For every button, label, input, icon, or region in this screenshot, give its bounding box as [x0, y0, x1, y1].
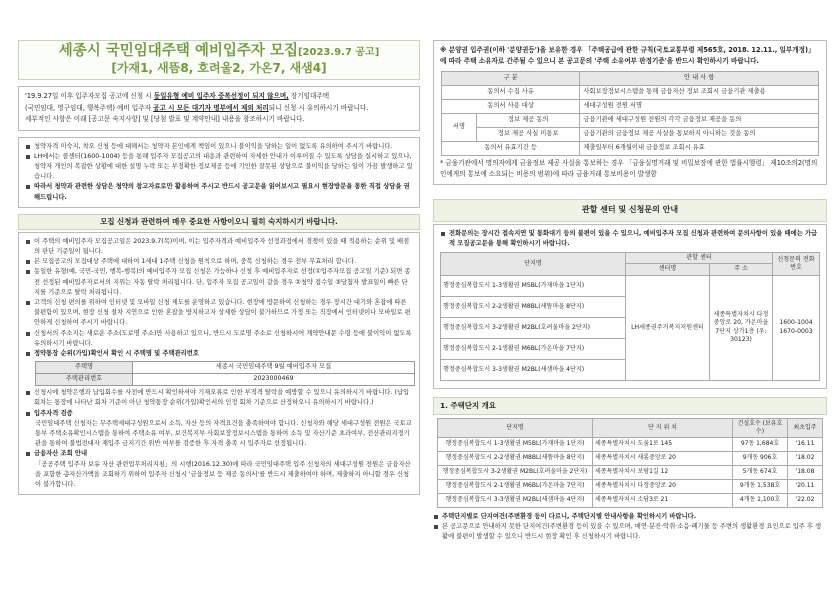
supply-date: '18.02: [788, 451, 823, 465]
right-column: [433, 0, 827, 542]
supply-units: 97동 1,684호: [733, 437, 788, 451]
supply-date: '16.11: [788, 437, 823, 451]
supply-location: 세종특별자치시 도움1로 145: [593, 437, 733, 451]
page-subtitle: [가재1, 새뜸8, 호려울2, 가온7, 새샘4]: [111, 61, 327, 75]
supply-name: 행정중심복합도시 2-2생활권 M8BL(새뜸마을 8단지): [438, 451, 593, 465]
guide-subcategory: 정보 제공 사실 미통보: [477, 128, 580, 142]
guide-category: 동의서 유효기간 등: [442, 142, 580, 156]
caution-box: [18, 137, 420, 208]
guide-text: 금융기관에 세대구성원 전원의 각각 금융정보 제공을 동의: [580, 114, 819, 128]
guide-subcategory: 정보 제공 동의: [477, 114, 580, 128]
title-box: [18, 40, 420, 80]
house-name-label: 주택명: [36, 362, 133, 374]
supply-date: '20.11: [788, 479, 823, 493]
contact-address: 세종특별자치시 다정중앙로 20, 가온마을7단지 상가1층 (우: 30123): [710, 275, 773, 380]
intro-line-3: 세부적인 사항은 이래 [공고문 숙지사항] 및 [당첨 발표 및 계약안내] 내용을 참조하시기 바랍니다.: [25, 115, 305, 123]
guide-header-category: 구 분: [442, 72, 580, 86]
supply-name: 행정중심복합도시 3-2생활권 M2BL(호려울마을 2단지): [438, 465, 593, 479]
notice-item: 본 모집공고의 모집대상 주택에 대하여 1세대 1주택 신청을 원칙으로 하며, 중복 신청하는 경우 전부 무효처리 합니다.: [25, 257, 413, 267]
guide-header-content: 안 내 사 항: [580, 72, 819, 86]
supply-date: '18.08: [788, 465, 823, 479]
contact-complex: 행정중심복합도시 3-3생활권 M2BL(새샘마을 4단지): [441, 359, 626, 380]
consent-guide-table: [441, 71, 819, 156]
contact-complex: 행정중심복합도시 1-3생활권 M5BL(가재마을 1단지): [441, 275, 626, 296]
contact-complex: 행정중심복합도시 2-2생활권 M8BL(새뜸마을 8단지): [441, 296, 626, 317]
caution-item: 청약자격 미숙지, 착오 신청 등에 대해서는 청약자 본인에게 책임이 있으니 불이익을 당하는 일이 없도록 유의하여 주시기 바랍니다.: [25, 142, 413, 152]
presale-notice-text: ※ 분양권 입주권(이하 '분양권등')을 보유한 경우 「주택공급에 관한 규칙(국토교통부령 제565호, 2018. 12.11., 일부개정)」에 따라 주택 소유자로 간주될 수 있으니 본 공고문의 '주택 소유여부 판정기준'을 반드시 확인하시기 바랍니다.: [440, 46, 815, 65]
guide-category: 서명: [442, 114, 477, 142]
notice-item: 정약통장 순위(가입)확인서 확인 시 주택명 및 주택관리번호: [25, 349, 413, 359]
guide-text: 세대구성원 전원 서명: [580, 100, 819, 114]
caution-item: 따라서 청약과 관련한 상담은 청약의 참고자료로만 활용하여 주시고 반드시 공고문을 읽어보시고 필요시 현장방문을 통한 직접 상담을 권해드립니다.: [25, 182, 413, 202]
finance-text: 「공공주택 입주자 보유 자산 관련업무처리지침」의 시행(2016.12.30)에 따라 국민임대주택 입주 신청자의 세대구성원 전원은 금융자산을 포함한 총자산가액을 조회하기 위하여 입주자 신청시 '금융정보 등 제공 동의서'를 반드시 제출하여야 하며, 제출하지 아니할 경우 신청이 불가합니다.: [35, 460, 411, 488]
supply-table: [437, 418, 823, 508]
guide-category: 동의서 수집 사유: [442, 86, 580, 100]
contact-header-center-name: 센터명: [626, 264, 710, 275]
important-notice-box: [18, 232, 420, 495]
notice-item: 신청서의 주소지는 새로운 주소(도로명 주소)만 사용하고 있으니, 반드시 도로명 주소로 신청하시어 계약안내문 수령 등에 불이익이 없도록 유의하시기 바랍니다.: [25, 329, 413, 349]
contact-complex: 행정중심복합도시 2-1생활권 M6BL(가온마을 7단지): [441, 338, 626, 359]
supply-header-date: 최초입주: [788, 418, 823, 437]
supply-heading: 1. 주택단지 개요: [433, 397, 827, 415]
important-notice-heading: 모집 신청과 관련하여 매우 중요한 사항이오니 필히 숙지하시기 바랍니다.: [18, 214, 420, 230]
supply-units: 5개동 674호: [733, 465, 788, 479]
contact-heading: 관할 센터 및 신청문의 안내: [433, 199, 827, 222]
guide-footnote: * 금융기관에서 명의자에게 금융정보 제공 사실을 통보하는 경우 「금융실명거래 및 비밀보장에 관한 법률시행령」 제10조의2(명의인에게의 통보에 소요되는 비용의 범위)에 따라 금융거래 통보비용이 발생함: [440, 159, 818, 178]
contact-header-address: 주 소: [710, 264, 773, 275]
supply-header-units: 건설호수 (보유호수): [733, 418, 788, 437]
finance-heading: 금융자산 조회 안내: [25, 449, 413, 459]
qualification-text: 국민임대주택 신청자는 무주택세대구성원으로서 소득, 자산 등의 자격요건을 충족하여야 합니다. 신청자와 해당 세대구성원 전원은 국토교통부 주택소유확인시스템을 통하여 주택소유 여부, 보건복지부 사회보장정보시스템을 통하여 소득 및 자산기준 초과여부, 전산관리지정기관을 통하여 불법전대자 재입주 금지기간 위반 여부를 검증한 후 자격 충족 시 입주자로 선정됩니다.: [35, 419, 412, 448]
intro-line-1: '19.9.27일 이후 입주자모집 공고에 신청 시 동일유형 예비 입주자 중복선정이 되지 않으며, 장기임대주택: [25, 92, 330, 100]
guide-text: 제출일부터 6개월이내 금융정보 조회시 유효: [580, 142, 819, 156]
guide-text: 사회보장정보시스템을 통해 금융자산 정보 조회시 금융기관 제출용: [580, 86, 819, 100]
supply-header-name: 단지명: [438, 418, 593, 437]
notice-item: 신청시에 청약은행과 납입회수를 사전에 반드시 확인하셔야 기재오류로 인한 부적격 탈락을 예방할 수 있으니 유의하시기 바랍니다. (납입 회차는 통장에 나타난 회차 기준이 아닌 청약통장 순위(가입)확인서의 인정 회차 기준으로 산정하오니 유의하시기 바랍니다.): [25, 388, 413, 408]
supply-units: 9개동 906호: [733, 451, 788, 465]
guide-text: 금융기관의 금융정보 제공 사실을 통보하지 아니하는 것을 동의: [580, 128, 819, 142]
supply-name: 행정중심복합도시 2-1생활권 M6BL(가온마을 7단지): [438, 479, 593, 493]
notice-item: 이 주택의 예비입주자 모집공고일은 2023.9.7(목)이며, 이는 입주자격과 예비입주자 선정과정에서 경쟁이 있을 때 적용하는 순위 및 배점의 판단 기준일이 됩니다.: [25, 237, 413, 257]
supply-location: 세종특별자치시 새롬중앙로 20: [593, 451, 733, 465]
supply-location: 세종특별자치시 소담3로 21: [593, 493, 733, 507]
supply-units: 4개동 1,100호: [733, 493, 788, 507]
supply-location: 세종특별자치시 다정중앙로 20: [593, 479, 733, 493]
contact-box: [433, 224, 827, 389]
supply-units: 9개동 1,538호: [733, 479, 788, 493]
house-code-value: 2023000469: [133, 374, 415, 386]
supply-note: 주택단지별로 단지여건(주변환경 등이 다르니, 주택단지별 안내사항을 확인하시기 바랍니다.: [433, 512, 827, 522]
left-column: [18, 0, 420, 495]
notice-item: 고객의 신청 편의를 위하여 인터넷 및 모바일 신청 제도를 운영하고 있습니다. 현장에 방문하여 신청하는 경우 장시간 대기와 혼잡에 따른 불편함이 있으며, 현장 신청 절차 지연으로 인한 혼잡을 방지하고자 상세한 상담이 불가하므로 가정 또는 직장에서 인터넷이나 모바일로 편안하게 신청하여 주시기 바랍니다.: [25, 298, 413, 329]
supply-name: 행정중심복합도시 1-3생활권 M5BL(가재마을 1단지): [438, 437, 593, 451]
house-code-label: 주택관리번호: [36, 374, 133, 386]
supply-name: 행정중심복합도시 3-3생활권 M2BL(새샘마을 4단지): [438, 493, 593, 507]
supply-header-location: 단 지 위 치: [593, 418, 733, 437]
contact-center-name: LH세종권주거복지지원센터: [626, 275, 710, 380]
notice-item: 동일한 유형(예, 국민-국민, 행복-행복)의 예비입주자 모집 신청은 가능하나 신청 후 예비입주자로 선정(①입주자모집 공고일 기준) 되면 종전 선정된 예비입주자로서의 지위는 자동 탈락 처리됩니다. 단, 입주자 모집 공고일이 같을 경우 ②청약 접수일 ③당첨자 발표일이 빠른 단지를 기준으로 탈락 처리됩니다.: [25, 267, 413, 298]
contact-table: [440, 252, 820, 380]
intro-line-2: (국민임대, 영구임대, 행복주택) 예비 입주자 공고 시 모든 대기자 명부에서 제외 처리되니 신청 시 유의하시기 바랍니다.: [25, 103, 369, 112]
presale-notice-box: [433, 40, 827, 185]
contact-header-center: 관할 센터: [626, 253, 773, 264]
caution-item: LH에서는 콜센터(1600-1004) 등을 통해 입주자 모집공고의 내용과 관련하여 자세한 안내가 이루어질 수 있도록 상담을 실시하고 있으나, 청약자 개인의 복잡한 상황에 대한 설명 누락 또는 부정확한 정보제공 등에 기인한 잘못된 상담으로 불이익을 당하는 일이 가끔 발생하고 있습니다.: [25, 152, 413, 183]
contact-phone: 1600-1004 1670-0003: [773, 275, 820, 380]
contact-bullet: 전화문의는 장시간 접속지연 및 통화대기 등의 불편이 있을 수 있으니, 예비입주자 모집 신청과 관련하여 문의사항이 있을 때에는 가급적 모집공고문을 통해 확인하시기 바랍니다.: [440, 229, 820, 249]
supply-note: 본 공고문으로 안내하지 못한 단지여건(주변환경 등이 있을 수 있으며, 매연·분진·악취·소음·폐기물 등 주변의 생활환경 요인으로 입주 후 생활에 불편이 발생할 수 있으니 반드시 현장 확인 후 신청하시기 바랍니다.: [433, 522, 827, 542]
guide-category: 동의서 사용 대상: [442, 100, 580, 114]
qualification-heading: 입주자격 검증: [25, 409, 413, 419]
supply-date: '22.02: [788, 493, 823, 507]
supply-location: 세종특별자치시 보람1길 12: [593, 465, 733, 479]
page-title: 세종시 국민임대주택 예비입주자 모집[2023.9.7 공고]: [58, 43, 380, 59]
contact-header-phone: 신청문의 전화번호: [773, 253, 820, 275]
intro-box: [18, 86, 420, 131]
house-name-value: 세종시 국민임대주택 9월 예비입주자 모집: [133, 362, 415, 374]
contact-complex: 행정중심복합도시 3-2생활권 M2BL(호려울마을 2단지): [441, 317, 626, 338]
house-info-table: [35, 361, 415, 386]
contact-header-complex: 단지명: [441, 253, 626, 275]
